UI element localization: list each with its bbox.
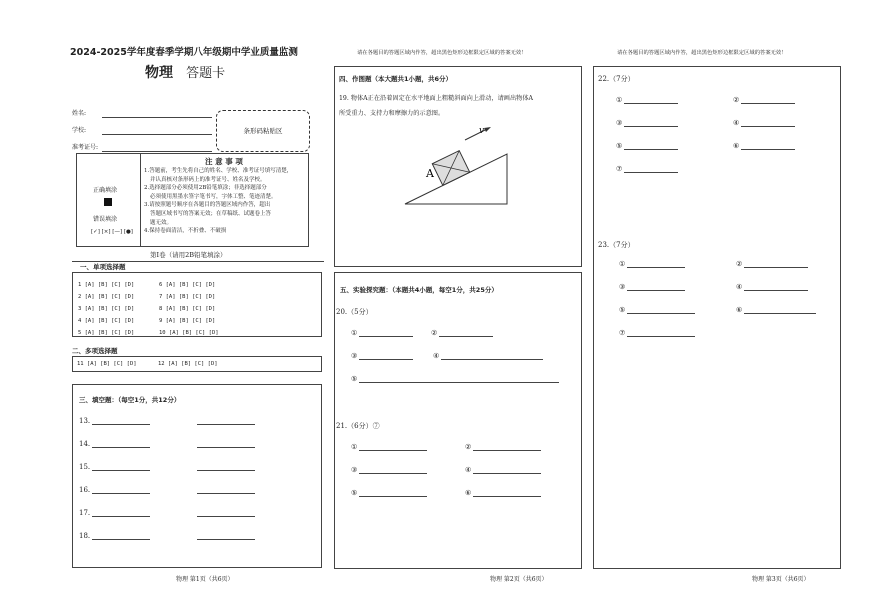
q21-heading: 21.（6分）⑦ — [336, 422, 380, 430]
answer-number: ④ — [733, 119, 740, 127]
answer-blank[interactable] — [473, 466, 541, 474]
answer-blank[interactable] — [473, 489, 541, 497]
section2-heading: 二、多项选择题 — [72, 347, 118, 355]
card-name: 答题卡 — [186, 66, 226, 81]
answer-number: ① — [619, 260, 626, 268]
answer-number: ④ — [736, 283, 743, 291]
name-label: 姓名: — [72, 110, 87, 117]
answer-number: ⑤ — [351, 375, 358, 383]
section3-heading: 三、填空题：（每空1分，共12分） — [79, 396, 181, 404]
answer-number: 18. — [79, 532, 91, 540]
answer-number: ④ — [465, 466, 472, 474]
q19-text-1: 19. 物体A正在沿着固定在水平地面上粗糙斜面向上滑动，请画出物体A — [339, 95, 533, 102]
answer-blank[interactable] — [741, 119, 795, 127]
answer-blank[interactable] — [627, 306, 695, 314]
velocity-label: v — [479, 126, 485, 136]
notice-line: 答题区域书写的答案无效；在草稿纸、试题卷上答 — [150, 210, 272, 217]
q22-answer[interactable] — [733, 142, 795, 150]
subject-title — [145, 62, 225, 82]
section1-heading: 一、单项选择题 — [80, 263, 126, 271]
q22-answer[interactable] — [616, 142, 678, 150]
choice-row[interactable]: 7 [A] [B] [C] [D] — [159, 294, 216, 300]
q22-answer[interactable] — [616, 119, 678, 127]
page3-footer: 物理 第3页（共6页） — [752, 576, 810, 583]
answer-blank[interactable] — [741, 96, 795, 104]
exam-id-label: 准考证号: — [72, 144, 99, 151]
answer-number: ③ — [351, 352, 358, 360]
q23-answer[interactable] — [619, 260, 685, 268]
choice-row[interactable]: 1 [A] [B] [C] [D] — [78, 282, 135, 288]
school-field[interactable] — [72, 127, 212, 135]
answer-number: ③ — [619, 283, 626, 291]
choice-row[interactable]: 8 [A] [B] [C] [D] — [159, 306, 216, 312]
page3-warning: 请在各题目的答题区域内作答，超出黑色矩形边框限定区域的答案无效！ — [617, 50, 787, 56]
notice-title: 注 意 事 项 — [205, 157, 243, 166]
fill-in-row[interactable] — [79, 440, 255, 448]
q22-answer[interactable] — [616, 165, 678, 173]
barcode-label: 条形码粘贴区 — [243, 127, 283, 135]
q20-answer[interactable] — [351, 352, 413, 360]
answer-blank[interactable] — [744, 260, 808, 268]
answer-blank[interactable] — [197, 440, 255, 448]
wrong-fill-label: 错误填涂 — [93, 216, 118, 223]
choice-row[interactable]: 5 [A] [B] [C] [D] — [78, 330, 135, 336]
answer-blank[interactable] — [92, 532, 150, 540]
q21-answer[interactable] — [465, 443, 541, 451]
answer-number: ② — [736, 260, 743, 268]
volume-label: 第Ⅰ卷（请用2B铅笔填涂） — [150, 251, 227, 259]
notice-line: 必须使用黑墨水签字笔书写，字体工整、笔迹清楚。 — [150, 193, 277, 200]
q20-answer[interactable] — [351, 375, 559, 383]
q21-answer[interactable] — [465, 489, 541, 497]
q20-answer[interactable] — [431, 329, 493, 337]
page1-title: 2024-2025学年度春季学期八年级期中学业质量监测 — [70, 47, 298, 58]
answer-number: ⑤ — [616, 142, 623, 150]
answer-number: 14. — [79, 440, 91, 448]
q23-heading: 23.（7分） — [598, 241, 635, 249]
notice-line: 1.答题前，考生先将自己的姓名、学校、准考证号填写清楚， — [144, 168, 293, 174]
notice-line: 3.请按照题号顺序在各题目的答题区域内作答，超出 — [144, 202, 271, 209]
q23-answer[interactable] — [619, 306, 695, 314]
notice-line: 2.选择题部分必须使用2B铅笔填涂；非选择题部分 — [144, 185, 267, 192]
section5-heading: 五、实验探究题：（本题共4小题，每空1分，共25分） — [340, 286, 498, 294]
q21-answer[interactable] — [465, 466, 541, 474]
single-choice-left — [78, 279, 134, 339]
choice-row[interactable]: 4 [A] [B] [C] [D] — [78, 318, 135, 324]
answer-number: 17. — [79, 509, 91, 517]
filled-square-icon — [104, 198, 112, 206]
answer-blank[interactable] — [92, 440, 150, 448]
answer-blank[interactable] — [624, 96, 678, 104]
subject-name: 物理 — [145, 65, 173, 81]
answer-number: ⑥ — [736, 306, 743, 314]
choice-row[interactable]: 9 [A] [B] [C] [D] — [159, 318, 216, 324]
answer-blank[interactable] — [441, 352, 543, 360]
q22-heading: 22.（7分） — [598, 75, 635, 83]
q19-text-2: 所受重力、支持力和摩擦力的示意图。 — [339, 110, 445, 117]
answer-number: ③ — [616, 119, 623, 127]
q20-heading: 20.（5分） — [336, 308, 373, 316]
answer-blank[interactable] — [197, 509, 255, 517]
answer-number: 16. — [79, 486, 91, 494]
q23-answer[interactable] — [736, 283, 808, 291]
q20-answer[interactable] — [433, 352, 543, 360]
answer-blank[interactable] — [741, 142, 795, 150]
answer-number: ④ — [433, 352, 440, 360]
school-label: 学校: — [72, 127, 87, 134]
q22-answer[interactable] — [616, 96, 678, 104]
q23-answer[interactable] — [619, 329, 695, 337]
velocity-arrowhead-icon — [484, 127, 491, 132]
correct-fill-label: 正确填涂 — [93, 187, 118, 194]
answer-number: ② — [733, 96, 740, 104]
answer-blank[interactable] — [624, 165, 678, 173]
single-choice-right — [159, 279, 219, 339]
answer-blank[interactable] — [92, 417, 150, 425]
answer-blank[interactable] — [92, 486, 150, 494]
q20-answer[interactable] — [351, 329, 413, 337]
fill-in-row[interactable] — [79, 532, 255, 540]
q22-answer[interactable] — [733, 96, 795, 104]
fill-in-row[interactable] — [79, 463, 255, 471]
exam-id-field[interactable] — [72, 144, 212, 152]
answer-blank[interactable] — [359, 466, 427, 474]
answer-blank[interactable] — [197, 463, 255, 471]
answer-blank[interactable] — [197, 417, 255, 425]
answer-blank[interactable] — [627, 329, 695, 337]
answer-blank[interactable] — [197, 532, 255, 540]
q21-answer[interactable] — [351, 443, 427, 451]
block-a — [432, 151, 469, 186]
answer-blank[interactable] — [359, 489, 427, 497]
answer-number: ⑥ — [465, 489, 472, 497]
answer-blank[interactable] — [624, 142, 678, 150]
answer-number: ⑤ — [351, 489, 358, 497]
choice-row[interactable]: 11 [A] [B] [C] [D] — [77, 361, 137, 367]
answer-blank[interactable] — [197, 486, 255, 494]
q23-answer[interactable] — [736, 260, 808, 268]
fill-in-row[interactable] — [79, 486, 255, 494]
q21-answer[interactable] — [351, 489, 427, 497]
answer-blank[interactable] — [624, 119, 678, 127]
answer-number: ⑦ — [616, 165, 623, 173]
answer-blank[interactable] — [473, 443, 541, 451]
block-a-label: A — [426, 167, 434, 180]
answer-number: ⑦ — [619, 329, 626, 337]
notice-lines — [144, 167, 292, 236]
choice-row[interactable]: 6 [A] [B] [C] [D] — [159, 282, 216, 288]
answer-number: ② — [465, 443, 472, 451]
answer-blank[interactable] — [359, 375, 559, 383]
fill-in-box — [72, 384, 322, 568]
incline-figure — [395, 120, 520, 208]
notice-line: 题无效。 — [150, 219, 173, 226]
page1-footer: 物理 第1页（共6页） — [176, 576, 234, 583]
page2-footer: 物理 第2页（共6页） — [490, 576, 548, 583]
answer-number: ② — [431, 329, 438, 337]
answer-blank[interactable] — [359, 443, 427, 451]
section4-heading: 四、作图题（本大题共1小题，共6分） — [339, 75, 453, 83]
notice-divider — [140, 153, 141, 247]
choice-row[interactable]: 12 [A] [B] [C] [D] — [158, 361, 218, 367]
answer-number: ③ — [351, 466, 358, 474]
q23-answer[interactable] — [619, 283, 685, 291]
answer-blank[interactable] — [627, 283, 685, 291]
choice-row[interactable]: 10 [A] [B] [C] [D] — [159, 330, 219, 336]
answer-number: ⑤ — [619, 306, 626, 314]
answer-number: 13. — [79, 417, 91, 425]
page2-warning: 请在各题目的答题区域内作答，超出黑色矩形边框限定区域的答案无效！ — [357, 50, 527, 56]
answer-blank[interactable] — [92, 509, 150, 517]
notice-line: 并认真核对条形码上的准考证号、姓名及学校。 — [150, 176, 266, 183]
answer-blank[interactable] — [627, 260, 685, 268]
wrong-marks: [✓] [×] [—] [●] — [91, 229, 133, 235]
q22-answer[interactable] — [733, 119, 795, 127]
notice-line: 4.保持卷面清洁，不折叠、不破损 — [144, 228, 227, 235]
answer-number: ① — [351, 329, 358, 337]
answer-blank[interactable] — [359, 352, 413, 360]
barcode-area — [216, 110, 310, 152]
answer-number: ⑥ — [733, 142, 740, 150]
answer-blank[interactable] — [744, 283, 808, 291]
fill-in-row[interactable] — [79, 417, 255, 425]
answer-number: ① — [351, 443, 358, 451]
choice-row[interactable]: 2 [A] [B] [C] [D] — [78, 294, 135, 300]
answer-blank[interactable] — [92, 463, 150, 471]
answer-blank[interactable] — [359, 329, 413, 337]
answer-blank[interactable] — [439, 329, 493, 337]
fill-in-row[interactable] — [79, 509, 255, 517]
answer-blank[interactable] — [744, 306, 816, 314]
q23-answer[interactable] — [736, 306, 816, 314]
answer-number: ① — [616, 96, 623, 104]
q21-answer[interactable] — [351, 466, 427, 474]
choice-row[interactable]: 3 [A] [B] [C] [D] — [78, 306, 135, 312]
answer-number: 15. — [79, 463, 91, 471]
name-field[interactable] — [72, 110, 212, 118]
